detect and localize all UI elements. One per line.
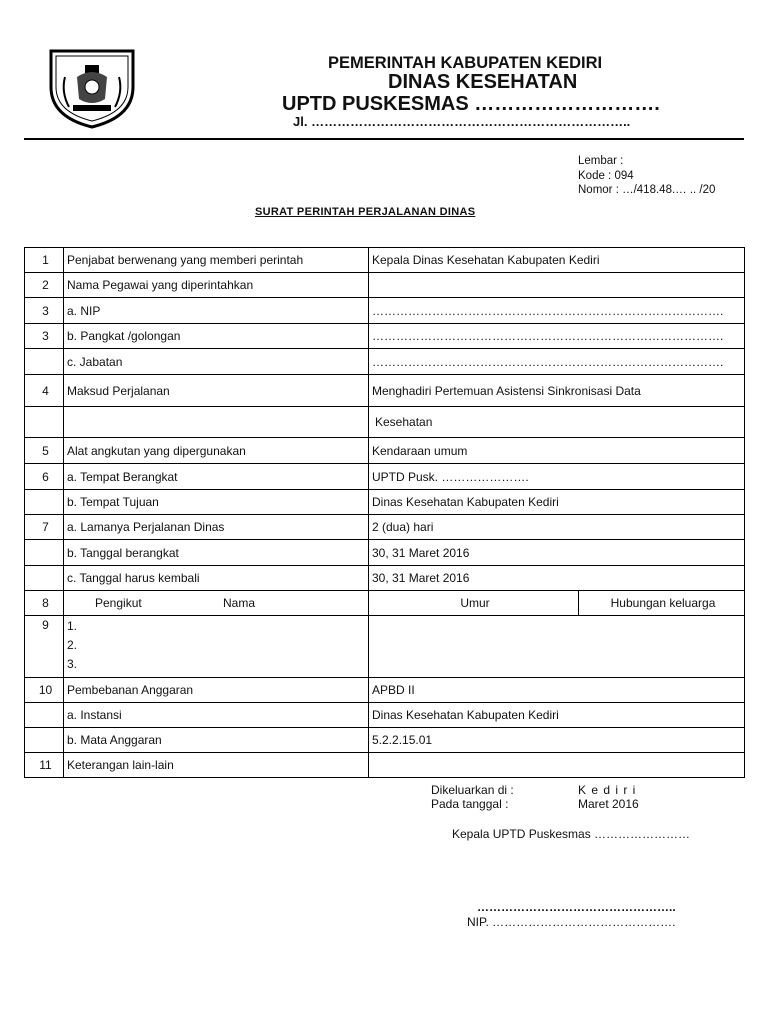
table-row — [25, 753, 745, 778]
table-row — [25, 703, 745, 728]
header-agency: DINAS KESEHATAN — [388, 71, 578, 93]
row-value: 30, 31 Maret 2016 — [369, 540, 745, 566]
header-government: PEMERINTAH KABUPATEN KEDIRI — [328, 54, 603, 72]
row-label: c. Tanggal harus kembali — [64, 566, 369, 591]
row-number: 6 — [25, 464, 64, 490]
table-row — [25, 540, 745, 566]
row-label: c. Jabatan — [64, 349, 369, 375]
row-value: Dinas Kesehatan Kabupaten Kediri — [369, 490, 745, 515]
document-meta — [578, 154, 715, 198]
table-row — [25, 248, 745, 273]
table-row — [25, 678, 745, 703]
umur-header: Umur — [369, 591, 579, 616]
pengikut-header: Pengikut — [95, 596, 142, 610]
row-value: 30, 31 Maret 2016 — [369, 566, 745, 591]
row-label: a. Tempat Berangkat — [64, 464, 369, 490]
table-row — [25, 566, 745, 591]
row-value: APBD II — [369, 678, 745, 703]
pengikut-header-cell — [64, 591, 369, 616]
table-row — [25, 515, 745, 540]
table-row — [25, 349, 745, 375]
meta-lembar: Lembar : — [578, 155, 624, 167]
row-number — [25, 540, 64, 566]
header-uptd: UPTD PUSKESMAS ………………………. — [282, 93, 660, 115]
row-value — [369, 273, 745, 298]
row-number — [25, 490, 64, 515]
table-row — [25, 616, 745, 678]
row-value — [369, 616, 745, 678]
row-number: 11 — [25, 753, 64, 778]
row-number — [25, 349, 64, 375]
row-value: ……………………………………………………………………………. — [369, 298, 745, 324]
row-number: 1 — [25, 248, 64, 273]
row-value — [369, 753, 745, 778]
table-row — [25, 298, 745, 324]
signatory-title: Kepala UPTD Puskesmas …………………… — [452, 827, 691, 841]
row-value: ……………………………………………………………………………. — [369, 349, 745, 375]
table-row — [25, 438, 745, 464]
row-label: Alat angkutan yang dipergunakan — [64, 438, 369, 464]
meta-kode: Kode : 094 — [578, 169, 634, 182]
signatory-nip: NIP. ………………………………………. — [467, 915, 676, 929]
row-value: ……………………………………………………………………………. — [369, 324, 745, 349]
row-label: Pembebanan Anggaran — [64, 678, 369, 703]
row-number: 3 — [25, 324, 64, 349]
list-item: 2. — [67, 638, 78, 652]
row-number — [25, 566, 64, 591]
row-value: Kendaraan umum — [369, 438, 745, 464]
row-number: 4 — [25, 375, 64, 407]
row-number: 3 — [25, 298, 64, 324]
row-label — [64, 407, 369, 438]
row-number: 5 — [25, 438, 64, 464]
table-row — [25, 273, 745, 298]
nama-header: Nama — [223, 596, 256, 610]
row-number: 2 — [25, 273, 64, 298]
table-row — [25, 324, 745, 349]
row-value: 5.2.2.15.01 — [369, 728, 745, 753]
table-row — [25, 407, 745, 438]
row-label: Keterangan lain-lain — [64, 753, 369, 778]
meta-nomor: Nomor : …/418.48.… .. /20 — [578, 184, 716, 196]
row-value: Menghadiri Pertemuan Asistensi Sinkronisasi Data — [369, 375, 745, 407]
row-number: 9 — [25, 616, 64, 678]
issued-at-value: K e d i r i — [578, 783, 637, 797]
table-row — [25, 728, 745, 753]
issued-date-label: Pada tanggal : — [431, 797, 509, 811]
issued-at-label: Dikeluarkan di : — [431, 783, 514, 797]
row-label: Penjabat berwenang yang memberi perintah — [64, 248, 369, 273]
row-value: UPTD Pusk. …………………. — [369, 464, 745, 490]
row-label: b. Pangkat /golongan — [64, 324, 369, 349]
row-value: 2 (dua) hari — [369, 515, 745, 540]
signature-line: ………………………………………….. — [477, 900, 676, 914]
header-address: Jl. ……………………………………………………………….. — [293, 114, 631, 129]
pengikut-list — [64, 616, 369, 678]
hubungan-header: Hubungan keluarga — [579, 591, 745, 616]
table-row — [25, 591, 745, 616]
row-label: a. Instansi — [64, 703, 369, 728]
table-row — [25, 490, 745, 515]
table-row — [25, 375, 745, 407]
row-label: Maksud Perjalanan — [64, 375, 369, 407]
row-label: Nama Pegawai yang diperintahkan — [64, 273, 369, 298]
header-divider — [24, 138, 744, 140]
list-item: 1. — [67, 619, 78, 633]
row-label: a. NIP — [64, 298, 369, 324]
table-row — [25, 464, 745, 490]
row-number — [25, 728, 64, 753]
issued-date-value: Maret 2016 — [578, 797, 639, 811]
kabupaten-kediri-crest-icon — [47, 47, 137, 129]
row-number: 10 — [25, 678, 64, 703]
row-number — [25, 703, 64, 728]
row-number: 7 — [25, 515, 64, 540]
row-value: Kesehatan — [369, 407, 745, 438]
row-label: a. Lamanya Perjalanan Dinas — [64, 515, 369, 540]
row-label: b. Tempat Tujuan — [64, 490, 369, 515]
row-number — [25, 407, 64, 438]
row-label: b. Mata Anggaran — [64, 728, 369, 753]
row-number: 8 — [25, 591, 64, 616]
row-label: b. Tanggal berangkat — [64, 540, 369, 566]
row-value: Dinas Kesehatan Kabupaten Kediri — [369, 703, 745, 728]
travel-order-table — [24, 247, 745, 778]
document-title: SURAT PERINTAH PERJALANAN DINAS — [255, 206, 476, 218]
row-value: Kepala Dinas Kesehatan Kabupaten Kediri — [369, 248, 745, 273]
list-item: 3. — [67, 657, 78, 671]
